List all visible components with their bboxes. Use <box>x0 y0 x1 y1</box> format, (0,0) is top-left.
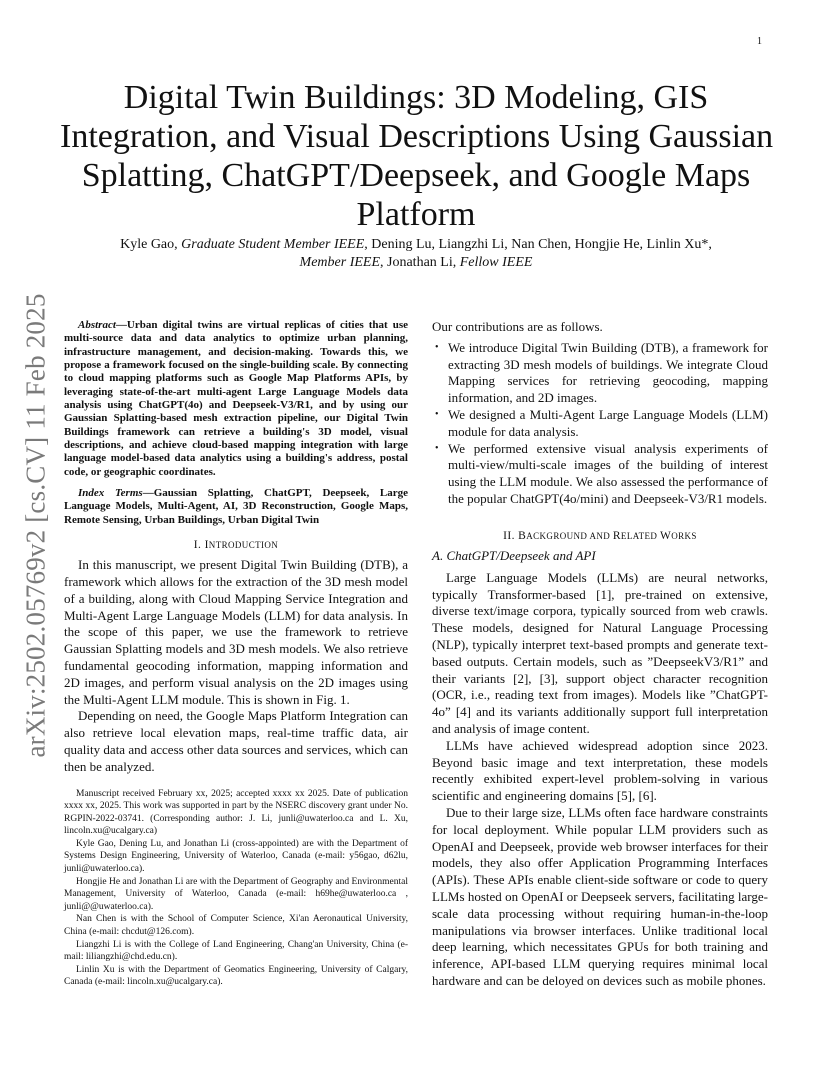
arxiv-stamp <box>16 290 56 760</box>
footnote: Kyle Gao, Dening Lu, and Jonathan Li (cross-appointed) are with the Department of Systems Design Engineering, University of Waterloo, Canada (e-mail: y56gao, d62lu, junli@uwaterloo.ca). <box>64 838 408 875</box>
author-list <box>60 236 772 272</box>
contributions-list <box>432 340 768 508</box>
footnote: Linlin Xu is with the Department of Geomatics Engineering, University of Calgary, Canada (e-mail: lincoln.xu@ucalgary.ca). <box>64 964 408 988</box>
author-line-2: Member IEEE, Jonathan Li, Fellow IEEE <box>299 255 533 270</box>
background-paragraph: LLMs have achieved widespread adoption since 2023. Beyond basic image and text interpretation, these models recently exhibited expert-level problem-solving in various scientific and engineering domains [5], [6]. <box>432 737 768 804</box>
abstract-label: Abstract <box>78 319 116 331</box>
footnote: Manuscript received February xx, 2025; accepted xxxx xx 2025. Date of publication xxxx xx, 2025. This work was supported in part by the NSERC discovery grant under No. RGPIN-2022-03741. (Corresponding author: J. Li, junli@uwaterloo.ca and L. Xu, lincoln.xu@ucalgary.ca) <box>64 788 408 837</box>
background-paragraph: Due to their large size, LLMs often face hardware constraints for local deployment. While popular LLM providers such as OpenAI and Deepseek, provide web browser interfaces for their models, they also offer Application Programming Interfaces (APIs). These APIs enable client-side software or code to query LLMs hosted on OpenAI or Deepseek servers, facilitating large-scale data processing without requiring human-in-the-loop manipulations via browser interfaces. Unlike traditional local deep learning, which necessitates GPUs for both training and inference, API-based LLM querying requires minimal local hardware and can be deloyed on devices such as mobile phones. <box>432 804 768 988</box>
right-column <box>432 319 768 990</box>
left-column <box>64 319 408 989</box>
index-terms <box>64 487 408 527</box>
footnotes <box>64 788 408 990</box>
contributions-intro: Our contributions are as follows. <box>432 319 603 334</box>
title-line: Digital Twin Buildings: 3D Modeling, GIS <box>123 79 709 116</box>
footnote: Liangzhi Li is with the College of Land Engineering, Chang'an University, China (e-mail: liliangzhi@chd.edu.cn). <box>64 939 408 963</box>
arxiv-stamp-text: arXiv:2502.05769v2 [cs.CV] 11 Feb 2025 <box>20 292 51 758</box>
abstract-text: —Urban digital twins are virtual replicas of cities that use multi-source data and data analytics to optimize urban planning, infrastructure management, and decision-making. Towards this, we propose a framework focused on the single-building scale. By connecting to cloud mapping platforms such as Google Map Platforms APIs, by leveraging state-of-the-art multi-agent Large Language Models data analysis using ChatGPT(4o) and Deepseek-V3/R1, and by using our Gaussian Splatting-based mesh extraction pipeline, our Digital Twin Buildings framework can retrieve a building's 3D model, visual descriptions, and achieve cloud-based mapping integration with large language model-based data analytics using a building's address, postal code, or geographic coordinates. <box>64 319 408 478</box>
bullet-icon: • <box>435 341 439 353</box>
background-paragraph: Large Language Models (LLMs) are neural networks, typically Transformer-based [1], pre-trained on extensive, diverse text/image corpora, typically sourced from web crawls. These models, designed for Natural Language Processing (NLP), typically interpret text-based prompts and generate text-based outputs. Certain models, such as ”DeepseekV3/R1” and their variants [2], [3], support object character recognition (OCR, i.e., reading text from images). Models like ”ChatGPT-4o” [4] and its variants additionally support full interpretation and analysis of image content. <box>432 569 768 736</box>
section-heading-introduction: I. INTRODUCTION <box>193 539 279 552</box>
contribution-item: • We designed a Multi-Agent Large Language Models (LLM) module for data analysis. <box>435 406 768 439</box>
contribution-item: • We performed extensive visual analysis experiments of multi-view/multi-scale images of the building of interest using the LLM module. We also assessed the performance of the popular ChatGPT(4o/mini) and Deepseek-V3/R1 models. <box>435 440 768 506</box>
intro-paragraph: Depending on need, the Google Maps Platform Integration can also retrieve local elevation maps, real-time traffic data, air quality data and access other data sources and services, which can then be analyzed. <box>64 708 408 774</box>
title-line: Splatting, ChatGPT/Deepseek, and Google Maps <box>81 157 751 194</box>
contribution-item: • We introduce Digital Twin Building (DTB), a framework for extracting 3D mesh models of buildings. We integrate Cloud Mapping services for retrieving geocoding, mapping information, and 2D images. <box>435 339 768 406</box>
index-terms-label: Index Terms <box>78 487 143 500</box>
bullet-icon: • <box>435 408 439 420</box>
bullet-icon: • <box>435 442 439 454</box>
abstract <box>64 319 408 479</box>
paper-title <box>60 78 772 234</box>
footnote: Nan Chen is with the School of Computer Science, Xi'an Aeronautical University, China (e-mail: chcdut@126.com). <box>64 914 408 938</box>
title-line: Integration, and Visual Descriptions Using Gaussian <box>60 118 774 155</box>
page-number: 1 <box>757 36 762 47</box>
footnote: Hongjie He and Jonathan Li are with the Department of Geography and Environmental Management, University of Waterloo, Canada (e-mail: h69he@uwaterloo.ca , junli@@uwaterloo.ca). <box>64 876 408 912</box>
subsection-heading: A. ChatGPT/Deepseek and API <box>432 547 596 563</box>
author-line-1: Kyle Gao, Graduate Student Member IEEE, Dening Lu, Liangzhi Li, Nan Chen, Hongjie He, Linlin Xu*, <box>120 237 712 252</box>
intro-paragraph: In this manuscript, we present Digital Twin Building (DTB), a framework which allows for the extraction of the 3D mesh model of a building, along with Cloud Mapping Service Integration and Multi-Agent Large Language Models (LLM) for data analysis. In the scope of this paper, we use the framework to retrieve Gaussian Splatting models and 3D mesh models. We also retrieve fundamental geocoding information, mapping information and 2D images, and perform visual analysis on the 2D images using the Multi-Agent LLM module. This is shown in Fig. 1. <box>64 557 408 707</box>
index-terms-text: —Gaussian Splatting, ChatGPT, Deepseek, Large Language Models, Multi-Agent, AI, 3D Reconstruction, Google Maps, Remote Sensing, Urban Buildings, Urban Digital Twin <box>64 487 408 526</box>
title-line: Platform <box>356 196 476 233</box>
section-heading-background: II. BACKGROUND AND RELATED WORKS <box>503 529 697 542</box>
